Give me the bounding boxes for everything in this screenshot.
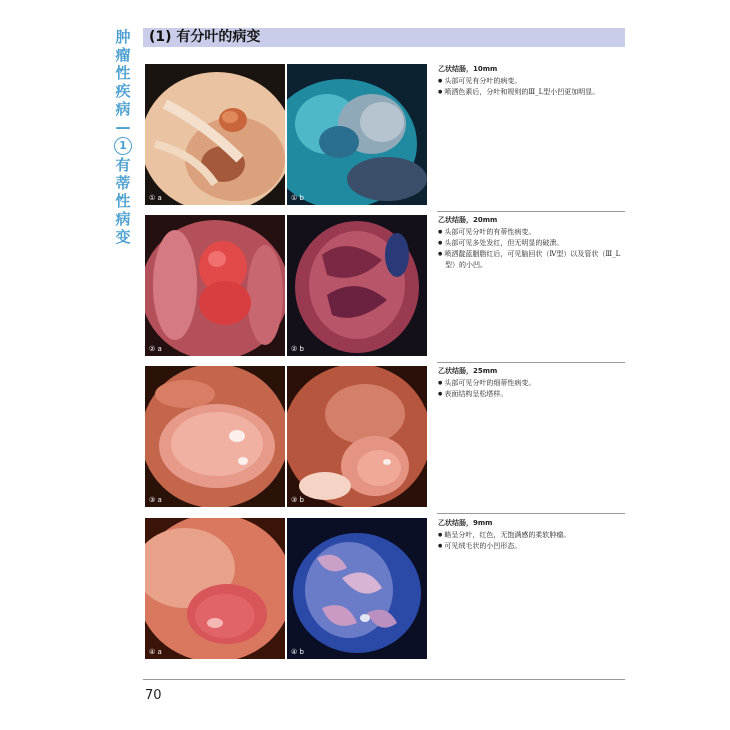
case-title: 乙状结肠，20mm — [438, 216, 498, 224]
image-label: ② a — [149, 345, 162, 353]
endoscopy-image — [287, 518, 427, 659]
footer-divider — [143, 679, 625, 680]
endoscopy-image — [287, 215, 427, 356]
case-divider — [437, 211, 625, 212]
side-chapter-title — [112, 28, 134, 246]
case-finding: ● 可见绒毛状的小凹形态。 — [438, 541, 628, 552]
side-char: 蒂 — [115, 174, 131, 192]
endoscopy-image — [287, 64, 427, 205]
case-finding: ● 略呈分叶，红色，无饱满感的柔软肿瘤。 — [438, 530, 628, 541]
case-description — [438, 518, 628, 552]
side-char: 性 — [115, 64, 131, 82]
image-label: ③ a — [149, 496, 162, 504]
image-label: ③ b — [291, 496, 304, 504]
image-label: ② b — [291, 345, 304, 353]
case-finding: ● 头部可见分叶的细蒂性病变。 — [438, 378, 628, 389]
side-char: 病 — [115, 210, 131, 228]
case-finding: ● 表面结构呈松塔样。 — [438, 389, 628, 400]
section-title: (1) 有分叶的病变 — [149, 29, 261, 45]
endoscopy-image — [145, 64, 285, 205]
page-number: 70 — [145, 688, 162, 703]
image-label: ④ b — [291, 648, 304, 656]
side-char: 疾 — [115, 82, 131, 100]
case-title: 乙状结肠，9mm — [438, 519, 493, 527]
image-label: ④ a — [149, 648, 162, 656]
case-title: 乙状结肠，25mm — [438, 367, 498, 375]
side-char: 病 — [115, 100, 131, 118]
side-number: 1 — [114, 137, 132, 155]
side-char: — — [115, 118, 131, 136]
endoscopy-image — [145, 518, 285, 659]
endoscopy-image — [145, 215, 285, 356]
side-char: 有 — [115, 156, 131, 174]
image-label: ① a — [149, 194, 162, 202]
case-finding: ● 头部可见分叶的有蒂性病变。 — [438, 227, 628, 238]
case-description — [438, 366, 628, 400]
side-char: 瘤 — [115, 46, 131, 64]
case-finding: ● 喷洒色素后，分叶和规则的Ⅲ_L型小凹更加明显。 — [438, 87, 628, 98]
side-char: 性 — [115, 192, 131, 210]
case-title: 乙状结肠，10mm — [438, 65, 498, 73]
case-finding: ● 喷洒靛蓝胭脂红后，可见脑回状（Ⅳ型）以及管状（Ⅲ_L型）的小凹。 — [438, 249, 628, 271]
case-description — [438, 215, 628, 271]
section-header — [143, 28, 625, 47]
case-finding: ● 头部可见有分叶的病变。 — [438, 76, 628, 87]
case-description — [438, 64, 628, 98]
case-divider — [437, 513, 625, 514]
case-finding: ● 头部可见多处发红，但无明显的破溃。 — [438, 238, 628, 249]
image-label: ① b — [291, 194, 304, 202]
endoscopy-image — [145, 366, 285, 507]
endoscopy-image — [287, 366, 427, 507]
side-char: 变 — [115, 228, 131, 246]
side-char: 肿 — [115, 28, 131, 46]
case-divider — [437, 362, 625, 363]
